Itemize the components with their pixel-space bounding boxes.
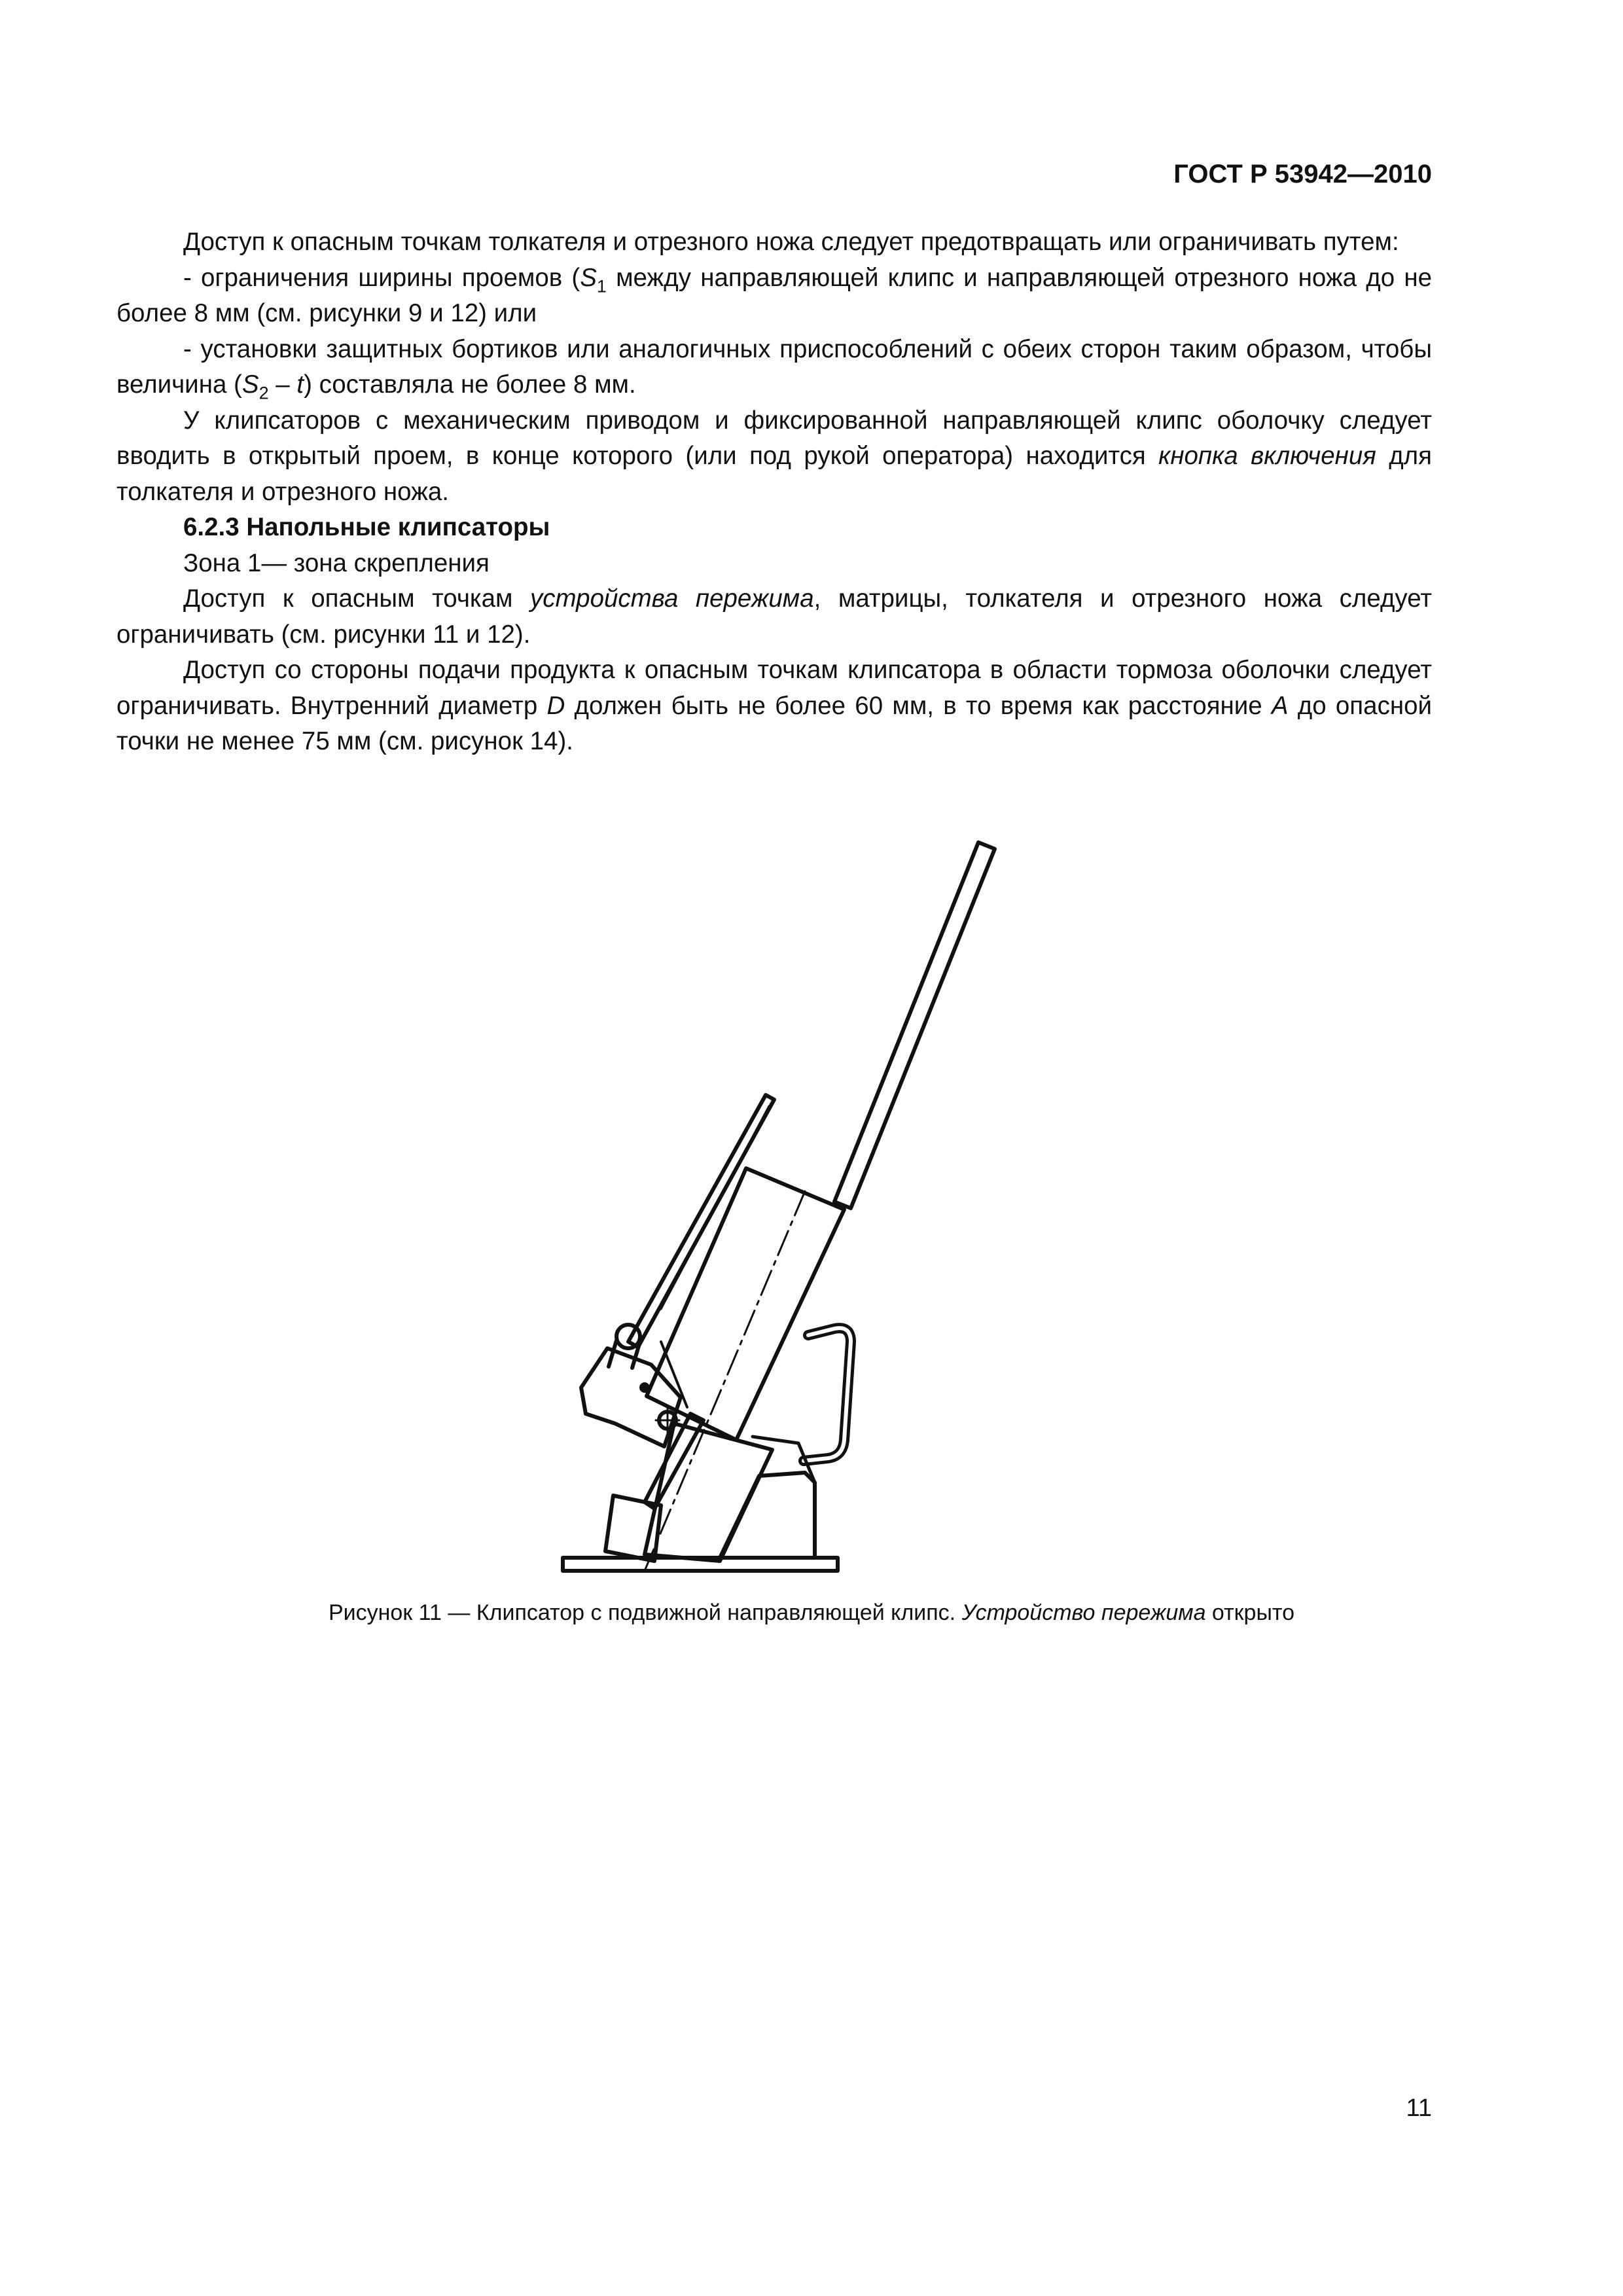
section-heading: 6.2.3 Напольные клипсаторы <box>183 513 550 541</box>
paragraph: Доступ к опасным точкам толкателя и отрезного ножа следует предотвращать или ограничивать путем: <box>183 228 1399 256</box>
push-rod <box>834 842 995 1208</box>
paragraph: Доступ со стороны подачи продукта к опасным точкам клипсатора в области тормоза оболочки следует ограничивать. Внутренний диаметр D должен быть не более 60 мм, в то время как расстояние A до опасной точки не менее 75 мм (см. рисунок 14). <box>116 656 1432 755</box>
zone-label: Зона 1— зона скрепления <box>183 548 490 577</box>
standard-header: ГОСТ Р 53942—2010 <box>1173 160 1432 188</box>
body-text <box>116 224 1432 760</box>
centre-line <box>645 1191 805 1571</box>
clipper-drawing <box>0 812 1623 1597</box>
clamp-head <box>581 1348 681 1446</box>
pedestal <box>720 1473 815 1558</box>
list-item: - установки защитных бортиков или аналогичных приспособлений с обеих сторон таким образом, чтобы величина $(S_2 - t)$ составляла не более 8 мм. <box>116 334 1432 403</box>
guide-rail <box>628 1095 774 1347</box>
paragraph: Доступ к опасным точкам устройства пережима, матрицы, толкателя и отрезного ножа следует ограничивать (см. рисунки 11 и 12). <box>116 584 1433 649</box>
paragraph: У клипсаторов с механическим приводом и фиксированной направляющей клипс оболочку следует вводить в открытый проем, в конце которого (или под рукой оператора) находится кнопка включения для толкателя и отрезного ножа. <box>116 406 1432 506</box>
page-number: 11 <box>1406 2094 1432 2122</box>
figure-caption: Рисунок 11 — Клипсатор с подвижной направляющей клипс. Устройство пережима открыто <box>328 1600 1294 1625</box>
list-item: - ограничения ширины проемов ($S_1$ между направляющей клипс и направляющей отрезного ножа до не более 8 мм (см. рисунки 9 и 12) или <box>116 263 1432 327</box>
roller <box>616 1325 640 1348</box>
cylinder-body <box>647 1168 844 1440</box>
